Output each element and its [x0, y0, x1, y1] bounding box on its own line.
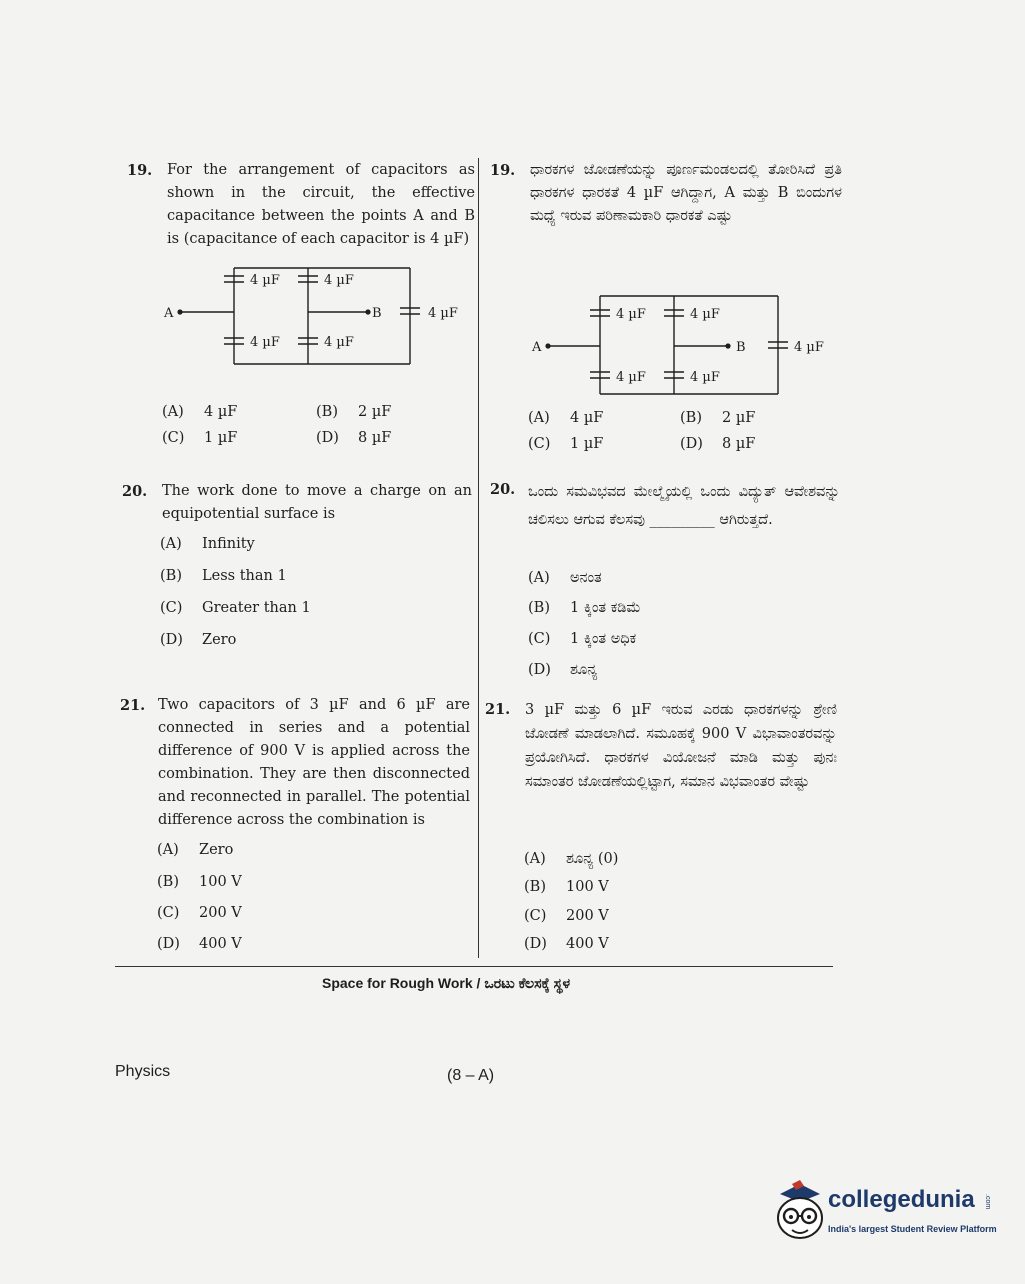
question-number: 20.: [122, 483, 148, 500]
collegedunia-logo: [770, 1180, 1000, 1250]
brand-suffix: .com: [984, 1194, 991, 1210]
question-number: 19.: [127, 162, 153, 179]
cap-label: 4 µF: [616, 307, 646, 322]
option-d: (D) 8 µF: [680, 436, 756, 452]
option-a: (A) 4 µF: [528, 410, 604, 426]
option-d: (D) ಶೂನ್ಯ: [528, 662, 598, 678]
cap-label: 4 µF: [324, 335, 354, 350]
question-text: The work done to move a charge on an equipotential surface is: [162, 483, 472, 522]
question-number: 21.: [485, 701, 511, 718]
question-19-en: [127, 159, 475, 251]
circuit-diagram-en: [160, 260, 480, 370]
option-c: (C) 1 µF: [528, 436, 604, 452]
cap-label: 4 µF: [690, 307, 720, 322]
point-a-label: A: [532, 340, 542, 355]
question-number: 20.: [490, 481, 516, 498]
question-19-kn: [490, 159, 842, 228]
option-c: (C) 1 ಕ್ಕಿಂತ ಅಧಿಕ: [528, 631, 637, 647]
option-d: (D) 400 V: [524, 936, 609, 952]
question-number: 21.: [120, 697, 146, 714]
brand-name: collegedunia: [828, 1186, 975, 1213]
question-text: Two capacitors of 3 µF and 6 µF are connected in series and a potential difference of 900 V is applied across the combination. They are then disconnected and reconnected in parallel. The potential difference across the combination is: [158, 697, 470, 828]
question-text: 3 µF ಮತ್ತು 6 µF ಇರುವ ಎರಡು ಧಾರಕಗಳನ್ನು ಶ್ರೇಣಿ ಜೋಡಣೆ ಮಾಡಲಾಗಿದೆ. ಸಮೂಹಕ್ಕೆ 900 V ವಿಭಾವಾಂತರವನ್ನು ಪ್ರಯೋಗಿಸಿದೆ. ಧಾರಕಗಳ ವಿಯೋಜನೆ ಮಾಡಿ ಮತ್ತು ಪುನಃ ಸಮಾಂತರ ಜೋಡಣೆಯಲ್ಲಿಟ್ಟಾಗ, ಸಮಾನ ವಿಭವಾಂತರ ವೇಷ್ಟು: [525, 702, 837, 790]
point-a-label: A: [164, 306, 174, 321]
page-number: (8 – A): [447, 1067, 495, 1084]
point-b-label: B: [372, 306, 382, 321]
cap-label: 4 µF: [616, 370, 646, 385]
question-text: For the arrangement of capacitors as shown in the circuit, the effective capacitance between the points A and B is (capacitance of each capacitor is 4 µF): [167, 162, 475, 247]
question-text: ಒಂದು ಸಮವಿಭವದ ಮೇಲ್ಮೈಯಲ್ಲಿ ಒಂದು ವಿದ್ಯುತ್ ಆವೇಶವನ್ನು ಚಲಿಸಲು ಆಗುವ ಕೆಲಸವು _________ ಆಗಿರುತ್ತದೆ.: [528, 484, 840, 528]
option-b: (B) 100 V: [524, 879, 609, 895]
option-b: (B) 100 V: [157, 874, 242, 890]
question-21-kn: [485, 698, 837, 794]
option-d: (D) 8 µF: [316, 430, 392, 446]
cap-label: 4 µF: [794, 340, 824, 355]
point-b-label: B: [736, 340, 746, 355]
option-c: (C) 1 µF: [162, 430, 238, 446]
cap-label: 4 µF: [324, 273, 354, 288]
cap-label: 4 µF: [428, 306, 458, 321]
cap-label: 4 µF: [250, 273, 280, 288]
option-a: (A) Zero: [157, 842, 234, 858]
brand-tagline: India's largest Student Review Platform: [828, 1224, 997, 1234]
option-a: (A) Infinity: [160, 536, 255, 552]
circuit-diagram-kn: [528, 288, 838, 400]
option-c: (C) Greater than 1: [160, 600, 311, 616]
subject-label: Physics: [115, 1063, 171, 1080]
option-d: (D) Zero: [160, 632, 237, 648]
question-number: 19.: [490, 162, 516, 179]
option-c: (C) 200 V: [524, 908, 609, 924]
mascot-icon: [770, 1180, 826, 1244]
cap-label: 4 µF: [250, 335, 280, 350]
option-b: (B) 1 ಕ್ಕಿಂತ ಕಡಿಮೆ: [528, 600, 641, 616]
option-d: (D) 400 V: [157, 936, 242, 952]
question-text: ಧಾರಕಗಳ ಜೋಡಣೆಯನ್ನು ಪೂರ್ಣಮಂಡಲದಲ್ಲಿ ತೋರಿಸಿದೆ ಪ್ರತಿ ಧಾರಕಗಳ ಧಾರಕತೆ 4 µF ಆಗಿದ್ದಾಗ, A ಮತ್ತು B ಬಿಂದುಗಳ ಮಧ್ಯೆ ಇರುವ ಪರಿಣಾಮಕಾರಿ ಧಾರಕತೆ ಎಷ್ಟು: [530, 162, 842, 224]
option-b: (B) 2 µF: [316, 404, 392, 420]
cap-label: 4 µF: [690, 370, 720, 385]
option-a: (A) ಶೂನ್ಯ (0): [524, 851, 619, 867]
option-c: (C) 200 V: [157, 905, 242, 921]
question-20-kn: [490, 478, 840, 534]
option-b: (B) 2 µF: [680, 410, 756, 426]
option-a: (A) ಅನಂತ: [528, 570, 602, 586]
rough-work-label: Space for Rough Work / ಒರಟು ಕೆಲಸಕ್ಕೆ ಸ್ಥಳ: [322, 975, 571, 991]
question-21-en: [120, 694, 470, 832]
option-a: (A) 4 µF: [162, 404, 238, 420]
question-20-en: [122, 480, 472, 526]
option-b: (B) Less than 1: [160, 568, 287, 584]
bottom-rule: [115, 966, 833, 967]
